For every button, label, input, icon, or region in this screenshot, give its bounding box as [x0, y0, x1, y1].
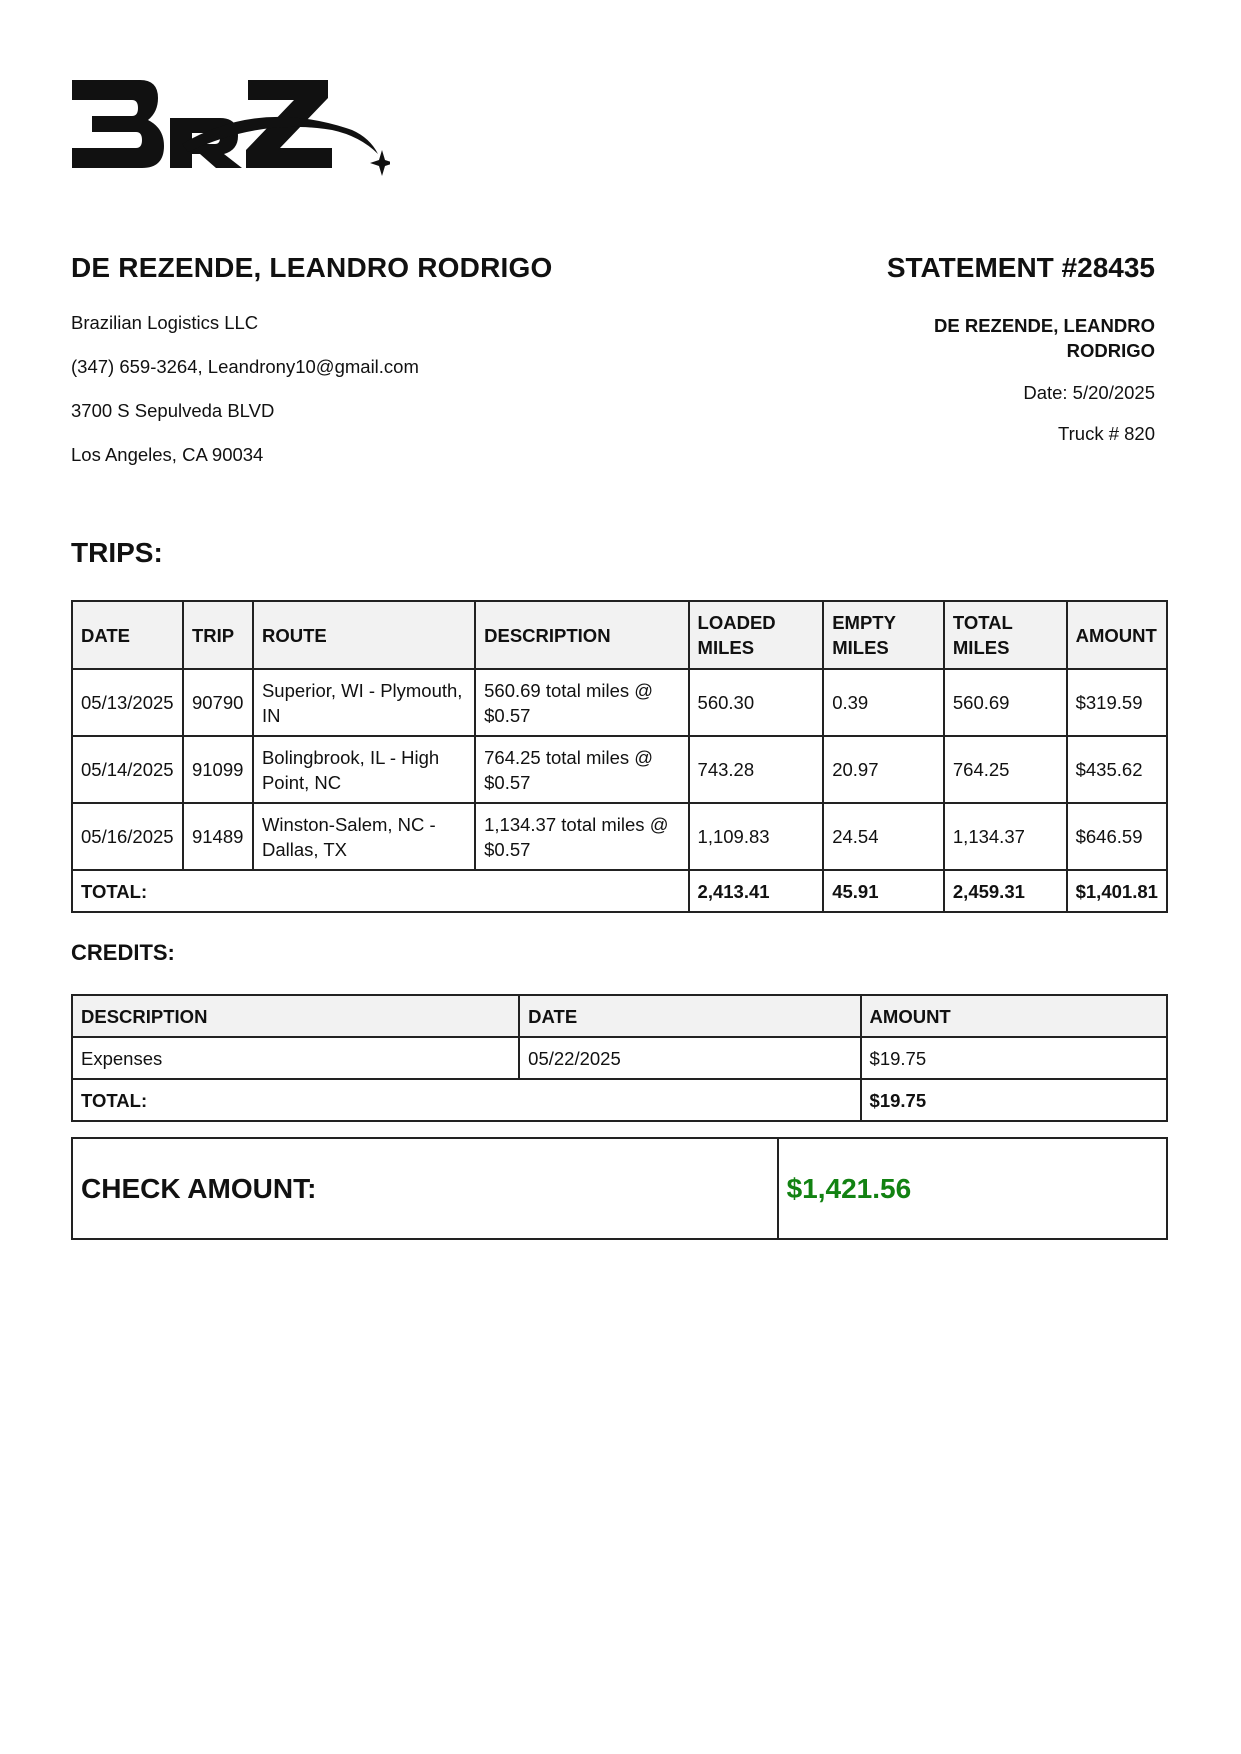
- table-row: [72, 803, 1167, 870]
- trips-table: [71, 600, 1168, 913]
- trip-total-miles: 764.25: [944, 736, 1067, 803]
- trip-description: 560.69 total miles @ $0.57: [475, 669, 688, 736]
- col-total-miles: TOTAL MILES: [944, 601, 1067, 669]
- recipient-name-line-2: RODRIGO: [1066, 340, 1155, 361]
- col-empty-miles: EMPTY MILES: [823, 601, 944, 669]
- check-amount-box: [71, 1137, 1168, 1240]
- trip-empty-miles: 20.97: [823, 736, 944, 803]
- address-line-2: Los Angeles, CA 90034: [71, 444, 264, 465]
- trips-total-row: [72, 870, 1167, 912]
- trip-number: 90790: [183, 669, 253, 736]
- trip-description: 1,134.37 total miles @ $0.57: [475, 803, 688, 870]
- credit-date: 05/22/2025: [519, 1037, 860, 1079]
- col-trip: TRIP: [183, 601, 253, 669]
- credit-amount: $19.75: [861, 1037, 1167, 1079]
- table-row: [72, 669, 1167, 736]
- credits-total-amount: $19.75: [861, 1079, 1167, 1121]
- trips-total-amount: $1,401.81: [1067, 870, 1167, 912]
- brz-logo: [70, 78, 390, 198]
- trip-empty-miles: 0.39: [823, 669, 944, 736]
- col-description: DESCRIPTION: [475, 601, 688, 669]
- trip-description: 764.25 total miles @ $0.57: [475, 736, 688, 803]
- trip-route: Superior, WI - Plymouth, IN: [253, 669, 475, 736]
- col-credit-description: DESCRIPTION: [72, 995, 519, 1037]
- trip-route: Winston-Salem, NC - Dallas, TX: [253, 803, 475, 870]
- trip-amount: $435.62: [1067, 736, 1167, 803]
- address-line-1: 3700 S Sepulveda BLVD: [71, 400, 275, 421]
- trip-number: 91489: [183, 803, 253, 870]
- trip-total-miles: 1,134.37: [944, 803, 1067, 870]
- check-amount-label: CHECK AMOUNT:: [72, 1138, 778, 1239]
- trip-total-miles: 560.69: [944, 669, 1067, 736]
- col-credit-amount: AMOUNT: [861, 995, 1167, 1037]
- trips-heading: TRIPS:: [71, 537, 163, 568]
- trips-total-empty: 45.91: [823, 870, 944, 912]
- trip-date: 05/13/2025: [72, 669, 183, 736]
- trip-date: 05/14/2025: [72, 736, 183, 803]
- statement-date: Date: 5/20/2025: [1023, 382, 1155, 403]
- trips-total-loaded: 2,413.41: [689, 870, 824, 912]
- trip-empty-miles: 24.54: [823, 803, 944, 870]
- trip-route: Bolingbrook, IL - High Point, NC: [253, 736, 475, 803]
- trip-number: 91099: [183, 736, 253, 803]
- trip-amount: $646.59: [1067, 803, 1167, 870]
- col-date: DATE: [72, 601, 183, 669]
- credits-header-row: [72, 995, 1167, 1037]
- contact-info: (347) 659-3264, Leandrony10@gmail.com: [71, 356, 419, 377]
- trips-total-miles: 2,459.31: [944, 870, 1067, 912]
- recipient-name-line-1: DE REZENDE, LEANDRO: [934, 315, 1155, 336]
- col-credit-date: DATE: [519, 995, 860, 1037]
- check-amount-value: $1,421.56: [778, 1138, 1167, 1239]
- trips-header-row: [72, 601, 1167, 669]
- col-route: ROUTE: [253, 601, 475, 669]
- trip-loaded-miles: 1,109.83: [689, 803, 824, 870]
- credits-heading: CREDITS:: [71, 940, 175, 965]
- trip-amount: $319.59: [1067, 669, 1167, 736]
- credits-total-row: [72, 1079, 1167, 1121]
- table-row: [72, 736, 1167, 803]
- truck-number: Truck # 820: [1058, 423, 1155, 444]
- col-loaded-miles: LOADED MILES: [689, 601, 824, 669]
- trip-date: 05/16/2025: [72, 803, 183, 870]
- statement-title: STATEMENT #28435: [886, 252, 1155, 283]
- driver-name-heading: DE REZENDE, LEANDRO RODRIGO: [71, 252, 553, 283]
- credits-table: [71, 994, 1168, 1122]
- credit-description: Expenses: [72, 1037, 519, 1079]
- col-amount: AMOUNT: [1067, 601, 1167, 669]
- trip-loaded-miles: 560.30: [689, 669, 824, 736]
- credits-total-label: TOTAL:: [72, 1079, 861, 1121]
- company-name: Brazilian Logistics LLC: [71, 312, 259, 333]
- trip-loaded-miles: 743.28: [689, 736, 824, 803]
- table-row: [72, 1037, 1167, 1079]
- statement-meta: [855, 313, 1155, 445]
- trips-total-label: TOTAL:: [72, 870, 689, 912]
